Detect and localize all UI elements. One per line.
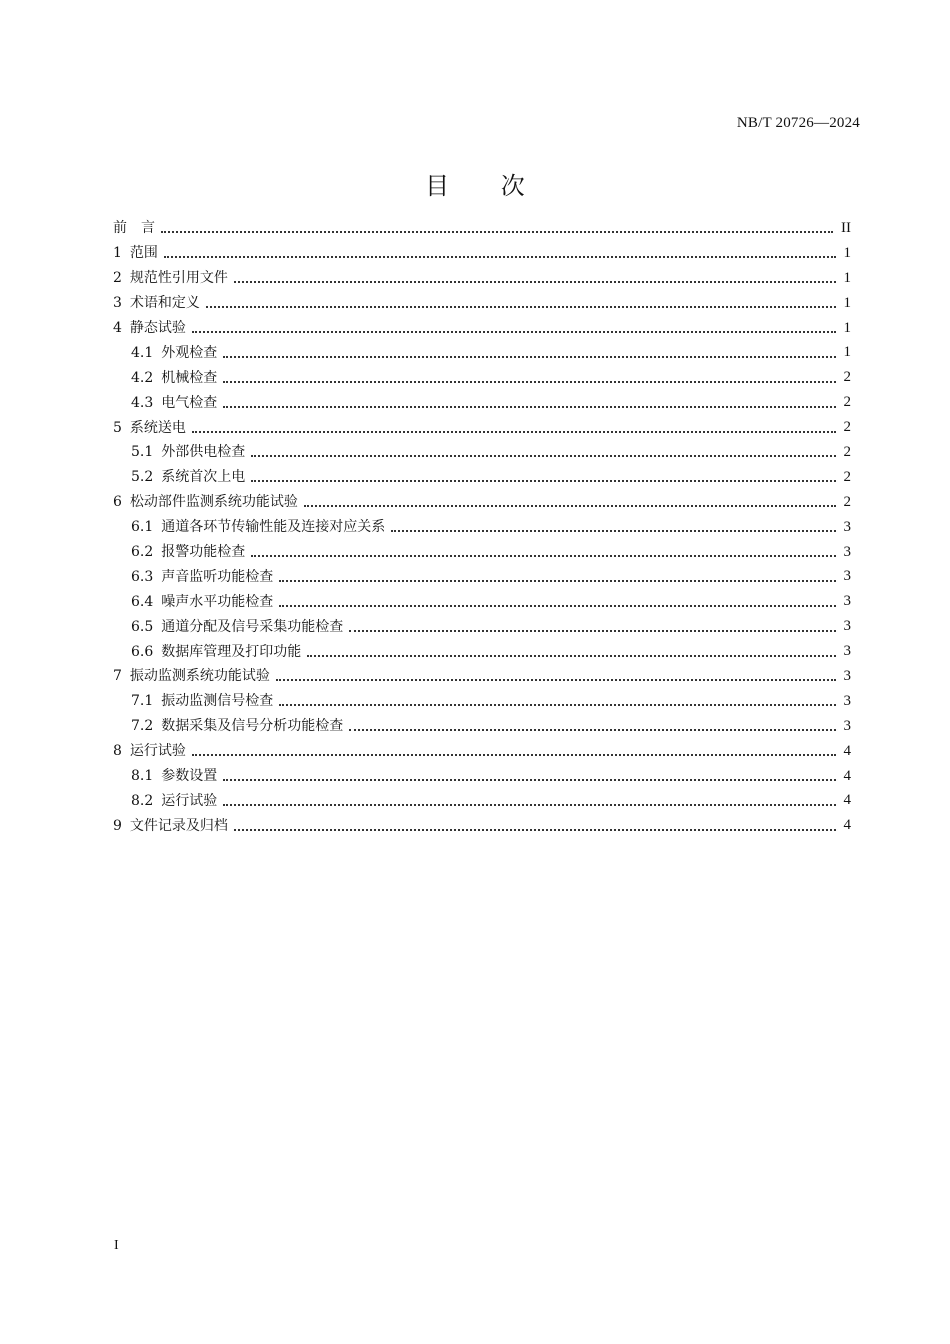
- toc-entry[interactable]: [113, 589, 851, 614]
- toc-entry-label: [131, 645, 301, 659]
- toc-entry-label: [131, 545, 245, 559]
- toc-leader-dots: [164, 256, 836, 258]
- toc-leader-dots: [192, 331, 836, 333]
- toc-leader-dots: [276, 679, 836, 681]
- toc-entry[interactable]: [113, 788, 851, 813]
- toc-entry-label: [113, 271, 228, 285]
- toc-entry-label: [113, 495, 298, 509]
- toc-entry[interactable]: [113, 813, 851, 838]
- toc-leader-dots: [349, 729, 835, 731]
- toc-entry-number: 6.2: [131, 544, 154, 561]
- toc-entry-page: 4: [843, 792, 851, 809]
- toc-entry-number: 2: [113, 270, 122, 287]
- toc-entry-label: [131, 396, 217, 410]
- toc-leader-dots: [251, 455, 835, 457]
- toc-leader-dots: [223, 779, 835, 781]
- toc-entry[interactable]: [113, 266, 851, 291]
- toc-entry-title: 松动部件监测系统功能试验: [129, 494, 298, 511]
- toc-entry-label: [113, 296, 200, 310]
- toc-entry[interactable]: [113, 540, 851, 565]
- toc-entry-page: 2: [843, 394, 851, 411]
- toc-leader-dots: [161, 231, 833, 233]
- toc-title: 目 次: [425, 172, 547, 200]
- toc-leader-dots: [304, 505, 836, 507]
- toc-entry[interactable]: [113, 415, 851, 440]
- toc-entry-title: 系统首次上电: [161, 469, 246, 486]
- toc-entry-number: 7.2: [131, 718, 154, 735]
- toc-entry[interactable]: [113, 515, 851, 540]
- toc-entry-label: [113, 246, 158, 260]
- toc-entry-title: 数据库管理及打印功能: [161, 643, 302, 660]
- toc-entry-number: 5: [113, 419, 122, 436]
- toc-entry-page: 2: [843, 369, 851, 386]
- toc-entry-number: 4.3: [131, 394, 154, 411]
- toc-entry-number: 3: [113, 295, 122, 312]
- toc-entry-title: 规范性引用文件: [129, 270, 228, 287]
- toc-entry-title: 外部供电检查: [161, 444, 246, 461]
- toc-entry-page: 4: [843, 817, 851, 834]
- toc-entry-title: 运行试验: [129, 743, 186, 760]
- toc-entry-page: 3: [843, 618, 851, 635]
- toc-entry-page: 1: [843, 244, 851, 261]
- toc-entry-label: [131, 595, 273, 609]
- toc-entry-title: 噪声水平功能检查: [161, 593, 274, 610]
- toc-entry[interactable]: [113, 639, 851, 664]
- toc-entry-title: 运行试验: [161, 792, 218, 809]
- toc-entry-title: 机械检查: [161, 369, 218, 386]
- toc-entry-label: [113, 819, 228, 833]
- toc-entry-label: [113, 744, 186, 758]
- toc-entry[interactable]: [113, 241, 851, 266]
- toc-entry-title: 数据采集及信号分析功能检查: [161, 718, 344, 735]
- toc-leader-dots: [349, 630, 835, 632]
- toc-leader-dots: [391, 530, 835, 532]
- toc-entry-number: 6.3: [131, 568, 154, 585]
- toc-entry[interactable]: [113, 564, 851, 589]
- toc-entry-title: 电气检查: [161, 394, 218, 411]
- toc-leader-dots: [307, 655, 835, 657]
- toc-entry-page: 2: [843, 468, 851, 485]
- toc-leader-dots: [279, 580, 835, 582]
- toc-leader-dots: [234, 281, 836, 283]
- toc-leader-dots: [223, 381, 835, 383]
- toc-entry-number: 6.1: [131, 519, 154, 536]
- toc-leader-dots: [223, 406, 835, 408]
- toc-entry-label: [131, 371, 217, 385]
- toc-entry-page: 3: [843, 717, 851, 734]
- toc-entry-label: [131, 769, 217, 783]
- toc-entry-number: 4.1: [131, 344, 154, 361]
- toc-entry[interactable]: [113, 664, 851, 689]
- toc-list: [113, 216, 851, 838]
- toc-entry-number: 4.2: [131, 369, 154, 386]
- toc-entry-label: [131, 719, 343, 733]
- toc-entry-title: 术语和定义: [129, 295, 200, 312]
- toc-entry[interactable]: [113, 490, 851, 515]
- toc-leader-dots: [279, 605, 835, 607]
- toc-entry-title: 静态试验: [129, 320, 186, 336]
- toc-entry-label: [113, 221, 155, 235]
- toc-entry-number: 6.4: [131, 593, 154, 610]
- toc-entry-title: 参数设置: [161, 768, 218, 785]
- toc-entry-label: [131, 520, 385, 534]
- toc-entry-title: 范围: [129, 245, 158, 262]
- toc-leader-dots: [251, 555, 835, 557]
- toc-entry[interactable]: [113, 340, 851, 365]
- standard-code: NB/T 20726—2024: [736, 115, 860, 131]
- toc-entry-number: 5.2: [131, 469, 154, 486]
- toc-entry[interactable]: [113, 714, 851, 739]
- toc-entry[interactable]: [113, 316, 851, 341]
- toc-entry-page: 3: [843, 643, 851, 660]
- toc-entry-label: [131, 346, 217, 360]
- toc-entry-page: 2: [843, 493, 851, 510]
- toc-entry-page: 3: [843, 593, 851, 610]
- toc-entry[interactable]: [113, 365, 851, 390]
- toc-entry[interactable]: [113, 440, 851, 465]
- toc-entry-number: 8.2: [131, 792, 154, 809]
- toc-entry-number: 8: [113, 743, 122, 760]
- toc-entry-page: 4: [843, 767, 851, 784]
- toc-entry[interactable]: [113, 465, 851, 490]
- toc-entry-page: 2: [843, 443, 851, 460]
- toc-entry-page: 3: [843, 568, 851, 585]
- toc-entry-label: [131, 794, 217, 808]
- toc-entry-title: 通道分配及信号采集功能检查: [161, 618, 344, 635]
- toc-entry-title: 报警功能检查: [161, 544, 246, 561]
- toc-entry-number: 1: [113, 245, 122, 262]
- toc-leader-dots: [192, 431, 836, 433]
- toc-entry-page: 3: [843, 667, 851, 684]
- toc-entry-page: 1: [843, 319, 851, 336]
- toc-entry-number: 9: [113, 817, 122, 834]
- toc-entry-number: 8.1: [131, 768, 154, 785]
- toc-entry-page: 3: [843, 518, 851, 535]
- toc-entry-title: 振动监测系统功能试验: [129, 668, 270, 685]
- toc-entry-number: 5.1: [131, 444, 154, 461]
- toc-entry[interactable]: [113, 390, 851, 415]
- toc-leader-dots: [234, 829, 836, 831]
- toc-entry-label: [131, 694, 273, 708]
- toc-entry[interactable]: [113, 216, 851, 241]
- toc-entry-page: 3: [843, 692, 851, 709]
- toc-entry-number: 7.1: [131, 693, 154, 710]
- toc-entry-title: 通道各环节传输性能及连接对应关系: [161, 519, 386, 536]
- toc-leader-dots: [223, 356, 835, 358]
- toc-entry-page: 1: [843, 269, 851, 286]
- toc-entry-number: 6: [113, 494, 122, 511]
- toc-entry-page: 4: [843, 742, 851, 759]
- toc-entry[interactable]: [113, 689, 851, 714]
- toc-entry[interactable]: [113, 291, 851, 316]
- toc-leader-dots: [223, 804, 835, 806]
- toc-entry-number: 6.5: [131, 618, 154, 635]
- toc-entry-title: 外观检查: [161, 344, 218, 361]
- toc-entry-title: 文件记录及归档: [129, 817, 228, 834]
- toc-entry-number: 6.6: [131, 643, 154, 660]
- toc-entry[interactable]: [113, 614, 851, 639]
- toc-entry-label: [131, 445, 245, 459]
- toc-entry[interactable]: [113, 764, 851, 789]
- toc-leader-dots: [206, 306, 836, 308]
- toc-entry-number: 4: [113, 320, 122, 336]
- toc-entry-page: 3: [843, 543, 851, 560]
- toc-entry-title: 系统送电: [129, 419, 186, 436]
- toc-entry-page: 1: [843, 294, 851, 311]
- toc-leader-dots: [251, 480, 835, 482]
- toc-entry-title: 前 言: [113, 220, 155, 237]
- toc-entry-label: [131, 620, 343, 634]
- toc-leader-dots: [192, 754, 836, 756]
- toc-entry-page: 1: [843, 344, 851, 361]
- toc-entry-label: [131, 470, 245, 484]
- toc-entry[interactable]: [113, 739, 851, 764]
- toc-entry-label: [113, 421, 186, 435]
- toc-leader-dots: [279, 704, 835, 706]
- toc-entry-label: [131, 570, 273, 584]
- toc-entry-title: 振动监测信号检查: [161, 693, 274, 710]
- page-number: I: [114, 1238, 119, 1253]
- toc-entry-number: 7: [113, 668, 122, 685]
- toc-entry-page: 2: [843, 419, 851, 436]
- toc-entry-label: [113, 321, 186, 335]
- toc-entry-page: II: [841, 219, 851, 236]
- toc-entry-title: 声音监听功能检查: [161, 568, 274, 585]
- toc-entry-label: [113, 669, 270, 683]
